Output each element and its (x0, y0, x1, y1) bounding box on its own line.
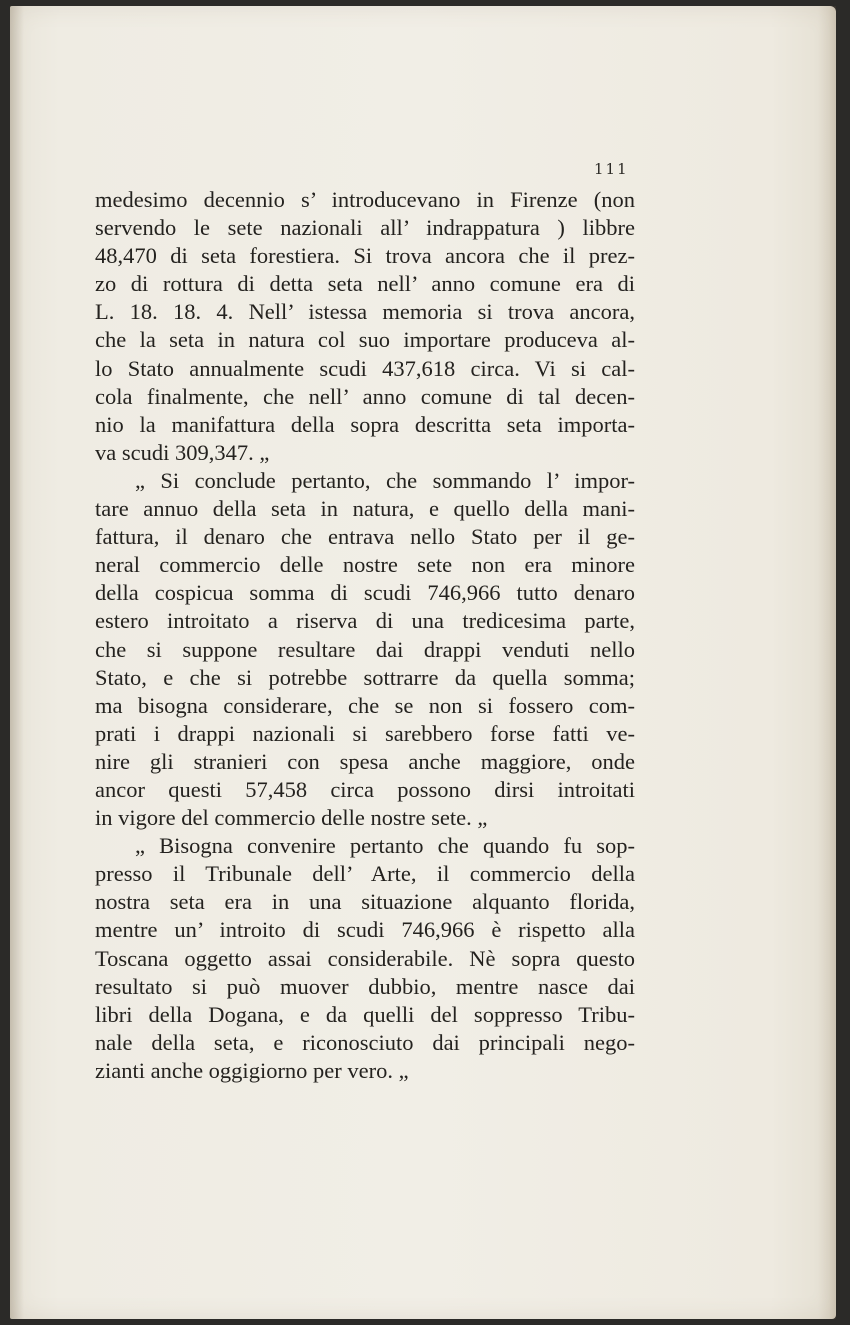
text-line: ma bisogna considerare, che se non si fossero com- (95, 692, 635, 718)
text-line: che la seta in natura col suo importare produceva al- (95, 327, 635, 353)
text-line: lo Stato annualmente scudi 437,618 circa. Vi si cal- (95, 355, 635, 381)
text-line: fattura, il denaro che entrava nello Stato per il ge- (95, 524, 635, 550)
text-line: libri della Dogana, e da quelli del soppresso Tribu- (95, 1001, 635, 1027)
text-line: in vigore del commercio delle nostre sete. „ (95, 805, 488, 831)
text-line: va scudi 309,347. „ (95, 439, 270, 465)
text-line: che si suppone resultare dai drappi venduti nello (95, 636, 635, 662)
text-line: nire gli stranieri con spesa anche maggiore, onde (95, 748, 635, 774)
page-edge (818, 6, 836, 1319)
text-line: zo di rottura di detta seta nell’ anno comune era di (95, 271, 635, 297)
text-line: neral commercio delle nostre sete non era minore (95, 552, 635, 578)
text-line: zianti anche oggigiorno per vero. „ (95, 1057, 409, 1083)
text-line: mentre un’ introito di scudi 746,966 è rispetto alla (95, 917, 635, 943)
body-text (95, 186, 635, 1085)
text-line: medesimo decennio s’ introducevano in Firenze (non (95, 187, 635, 212)
text-line: 48,470 di seta forestiera. Si trova ancora che il prez- (95, 243, 635, 269)
text-line: presso il Tribunale dell’ Arte, il commercio della (95, 861, 635, 887)
text-line: „ Si conclude pertanto, che sommando l’ impor- (135, 467, 635, 493)
text-line: ancor questi 57,458 circa possono dirsi introitati (95, 776, 635, 802)
text-line: Stato, e che si potrebbe sottrarre da quella somma; (95, 664, 635, 690)
text-line: Toscana oggetto assai considerabile. Nè sopra questo (95, 945, 635, 971)
text-line: servendo le sete nazionali all’ indrappatura ) libbre (95, 215, 635, 241)
page-number: 111 (594, 160, 629, 178)
spine-shadow (10, 6, 24, 1319)
text-line: resultato si può muover dubbio, mentre nasce dai (95, 973, 635, 999)
text-line: nostra seta era in una situazione alquanto florida, (95, 889, 635, 915)
text-line: nale della seta, e riconosciuto dai principali nego- (95, 1029, 635, 1055)
text-line: nio la manifattura della sopra descritta seta importa- (95, 411, 635, 437)
text-line: prati i drappi nazionali si sarebbero forse fatti ve- (95, 720, 635, 746)
text-line: estero introitato a riserva di una tredicesima parte, (95, 608, 635, 634)
text-line: L. 18. 18. 4. Nell’ istessa memoria si trova ancora, (95, 299, 635, 325)
text-line: „ Bisogna convenire pertanto che quando fu sop- (135, 833, 635, 859)
text-line: della cospicua somma di scudi 746,966 tutto denaro (95, 580, 635, 606)
text-line: tare annuo della seta in natura, e quello della mani- (95, 496, 635, 522)
text-line: cola finalmente, che nell’ anno comune di tal decen- (95, 383, 635, 409)
